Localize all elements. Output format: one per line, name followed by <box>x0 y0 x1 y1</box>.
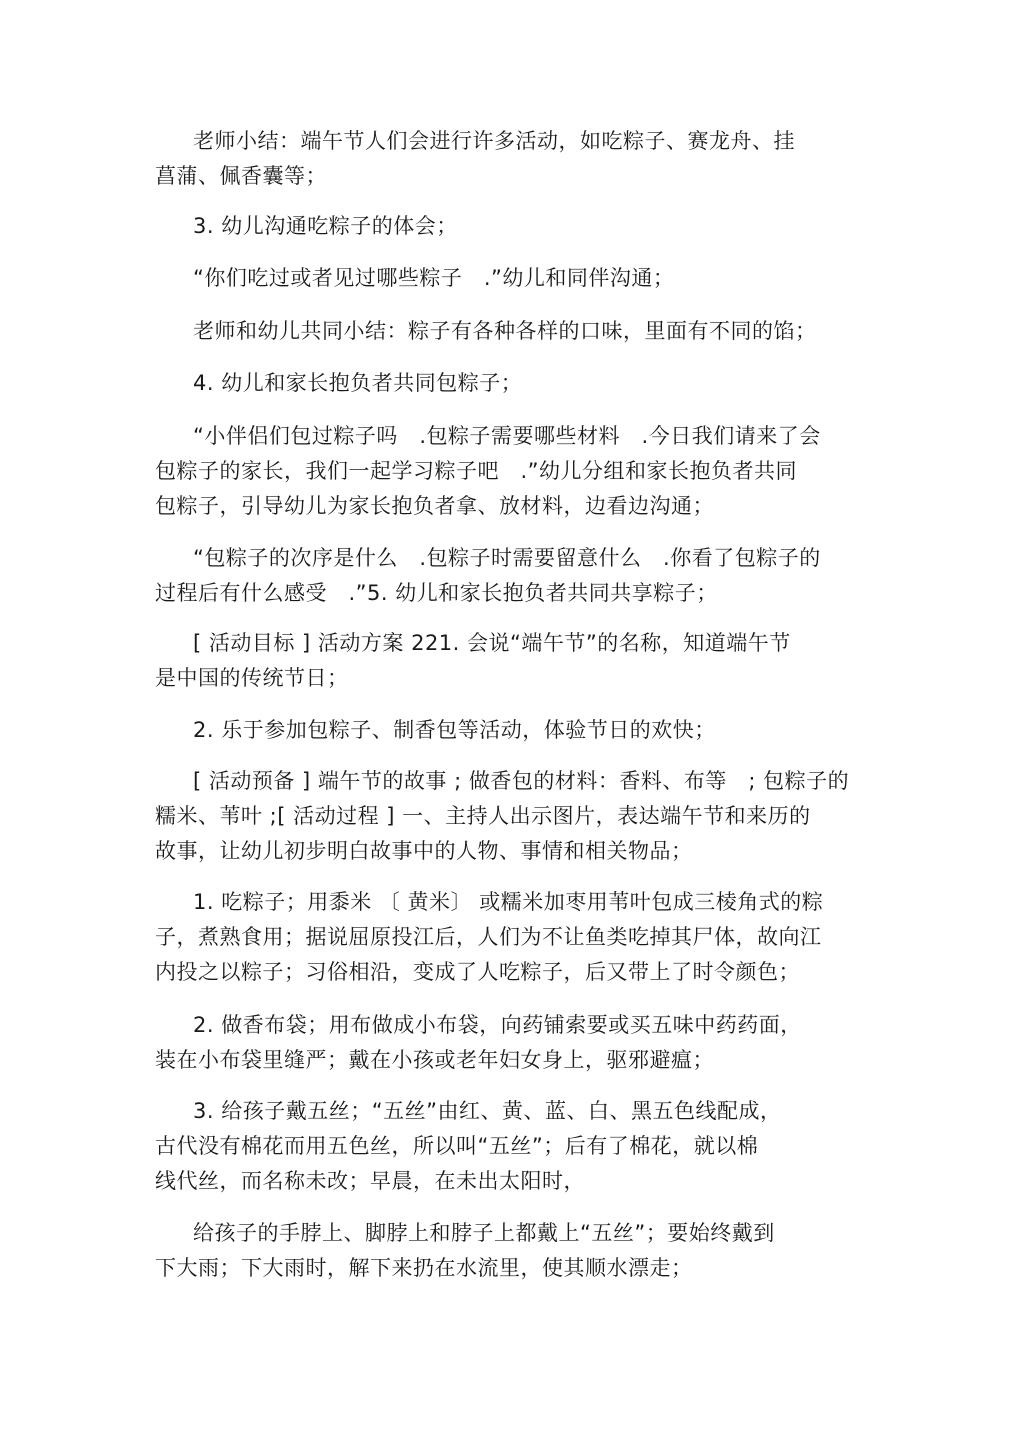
text-line: 菖蒲、佩香囊等； <box>155 164 327 188</box>
text-line: 故事，让幼儿初步明白故事中的人物、事情和相关物品； <box>155 839 693 863</box>
paragraph <box>155 541 821 611</box>
paragraph <box>155 209 458 244</box>
text-line: 老师和幼儿共同小结：粽子有各种各样的口味，里面有不同的馅； <box>193 319 817 343</box>
text-line: 下大雨；下大雨时，解下来扔在水流里，使其顺水漂走； <box>155 1256 693 1280</box>
text-line: 内投之以粽子；习俗相沿，变成了人吃粽子，后又带上了时令颜色； <box>155 960 800 984</box>
text-line: 3. 给孩子戴五丝；“五丝”由红、黄、蓝、白、黑五色线配成， <box>193 1099 782 1123</box>
paragraph <box>155 261 674 296</box>
text-line: [ 活动目标 ] 活动方案 221. 会说“端午节”的名称，知道端午节 <box>193 631 791 655</box>
paragraph <box>155 885 823 990</box>
text-line: 过程后有什么感受 .”5. 幼儿和家长抱负者共同共享粽子； <box>155 581 718 605</box>
text-line: 给孩子的手脖上、脚脖上和脖子上都戴上“五丝”；要始终戴到 <box>193 1221 775 1245</box>
text-line: 1. 吃粽子；用黍米 〔 黄米〕 或糯米加枣用苇叶包成三棱角式的粽 <box>193 890 824 914</box>
text-line: 包粽子的家长，我们一起学习粽子吧 .”幼儿分组和家长抱负者共同 <box>155 459 798 483</box>
paragraph <box>155 713 716 748</box>
text-line: 糯米、苇叶 ;[ 活动过程 ] 一、主持人出示图片，表达端午节和来历的 <box>155 804 811 828</box>
paragraph <box>155 1216 775 1286</box>
paragraph <box>155 764 849 869</box>
text-line: “你们吃过或者见过哪些粽子 .”幼儿和同伴沟通； <box>193 266 675 290</box>
text-line: 老师小结：端午节人们会进行许多活动，如吃粽子、赛龙舟、挂 <box>193 129 795 153</box>
paragraph <box>155 366 522 401</box>
text-line: “包粽子的次序是什么 .包粽子时需要留意什么 .你看了包粽子的 <box>193 546 821 570</box>
text-line: 2. 乐于参加包粽子、制香包等活动，体验节日的欢快； <box>193 718 716 742</box>
paragraph <box>155 314 817 349</box>
text-line: 3. 幼儿沟通吃粽子的体会； <box>193 214 458 238</box>
text-line: 4. 幼儿和家长抱负者共同包粽子； <box>193 371 523 395</box>
text-line: “小伴侣们包过粽子吗 .包粽子需要哪些材料 .今日我们请来了会 <box>193 424 821 448</box>
paragraph <box>155 124 795 194</box>
text-line: 是中国的传统节日； <box>155 666 349 690</box>
text-line: 包粽子，引导幼儿为家长抱负者拿、放材料，边看边沟通； <box>155 494 714 518</box>
paragraph <box>155 419 821 524</box>
text-line: [ 活动预备 ] 端午节的故事 ; 做香包的材料：香料、布等 ; 包粽子的 <box>193 769 850 793</box>
paragraph <box>155 626 791 696</box>
text-line: 装在小布袋里缝严；戴在小孩或老年妇女身上，驱邪避瘟； <box>155 1048 714 1072</box>
paragraph <box>155 1008 802 1078</box>
text-line: 2. 做香布袋；用布做成小布袋，向药铺索要或买五味中药药面， <box>193 1013 802 1037</box>
text-line: 子，煮熟食用；据说屈原投江后，人们为不让鱼类吃掉其尸体，故向江 <box>155 925 822 949</box>
text-line: 古代没有棉花而用五色丝，所以叫“五丝”；后有了棉花，就以棉 <box>155 1134 759 1158</box>
text-line: 线代丝，而名称未改；早晨，在未出太阳时， <box>155 1169 585 1193</box>
paragraph <box>155 1094 781 1199</box>
